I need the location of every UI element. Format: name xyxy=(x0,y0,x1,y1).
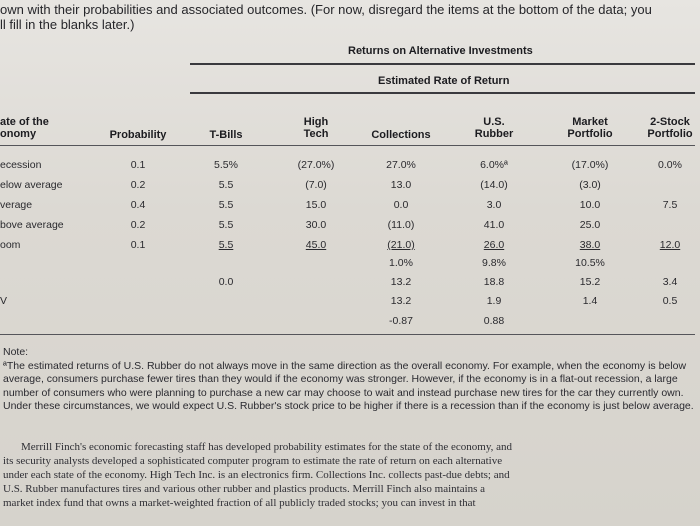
paragraph-line: its security analysts developed a sophisticated computer program to estimate the rate of return on each alternative xyxy=(3,455,503,467)
col-header-hightech: High Tech xyxy=(303,116,329,140)
intro-line-1: own with their probabilities and associated outcomes. (For now, disregard the items at the bottom of the data; you xyxy=(0,2,652,17)
paragraph-line: under each state of the economy. High Tech Inc. is an electronics firm. Collections Inc. collects past-due debts; and xyxy=(3,469,510,481)
table-rule-bottom xyxy=(0,334,695,335)
col-header-collections: Collections xyxy=(371,129,431,141)
paragraph-line: U.S. Rubber manufactures tires and various other rubber and plastics products. Merrill Finch also maintains a xyxy=(3,483,486,495)
note-title: Note: xyxy=(3,346,29,358)
col-header-probability: Probability xyxy=(109,129,167,141)
col-header-usrubber: U.S. Rubber xyxy=(474,116,514,140)
document-page: own with their probabilities and associated outcomes. (For now, disregard the items at the bottom of the data; you ll fill in the blanks later.) Returns on Alternative Investments Estimated Rate of Return ate of the onomy Probability T-Bills High Tech Collections U.S. Rubber Market Portfolio 2-Stock Portfolio ecession 0.1 5.5% (27.0%) 27.0% 6.0%ª (17.0%) 0.0% elow average 0.2 5.5 (7.0) 13.0 (14.0) (3.0) verage 0.4 5.5 15.0 0.0 3.0 10.0 7.5 bove average 0.2 5.5 30.0 (11.0) 41.0 25.0 oom 0.1 5.5 45.0 (21.0) 26.0 38.0 12.0 1.0% 9.8% 10.5% 0.0 13.2 18.8 15.2 3.4 V 13.2 1.9 1.4 0.5 -0.87 0.88 Note: ªThe estimated returns of U.S. Rubber do not always move in the same direction as the overall economy. For example, when the economy is below average, consumers purchase fewer tires than they would if the economy was stronger. However, if the economy is in a flat-out recession, a large number of consumers who were planning to purchase a new car may choose to wait and instead purchase new tires for the car they currently own. Under these circumstances, we would expect U.S. Rubber's stock price to be higher if there is a recession than if the economy is just below average. Merrill Finch's economic forecasting staff has developed probability estimates for the state of the economy, and its security analysts developed a sophisticated computer program to estimate the rate of return on each alternative under each state of the economy. High Tech Inc. is an electronics firm. Collections Inc. collects past-due debts; and U.S. Rubber manufactures tires and various other rubber and plastics products. Merrill Finch also maintains a market index fund that owns a market-weighted fraction of all publicly traded stocks; you can invest in that xyxy=(0,0,700,526)
header-rule-bottom xyxy=(0,145,695,146)
note-text: ªThe estimated returns of U.S. Rubber do not always move in the same direction as the overall economy. For example, when the economy is below average, consumers purchase fewer tires than they would if the economy was stronger. However, if the economy is in a flat-out recession, a large number of consumers who were planning to purchase a new car may choose to wait and instead purchase new tires for the car they currently own. Under these circumstances, we would expect U.S. Rubber's stock price to be higher if there is a recession than if the economy is just below average. xyxy=(3,359,694,412)
col-header-market: Market Portfolio xyxy=(567,116,613,140)
paragraph-line: Merrill Finch's economic forecasting staff has developed probability estimates for the state of the economy, and xyxy=(21,441,513,453)
col-header-twostock: 2-Stock Portfolio xyxy=(647,116,693,140)
header-rule-top xyxy=(190,63,695,65)
col-header-tbills: T-Bills xyxy=(209,129,243,141)
col-header-state: ate of the onomy xyxy=(0,116,49,140)
intro-line-2: ll fill in the blanks later.) xyxy=(0,17,135,32)
paragraph-line: market index fund that owns a market-weighted fraction of all publicly traded stocks; you can invest in that xyxy=(3,497,476,509)
table-sub-header: Estimated Rate of Return xyxy=(378,75,510,87)
table-note xyxy=(3,346,695,414)
body-paragraph xyxy=(3,440,695,510)
header-rule-mid xyxy=(190,92,695,94)
table-super-header: Returns on Alternative Investments xyxy=(348,45,533,57)
